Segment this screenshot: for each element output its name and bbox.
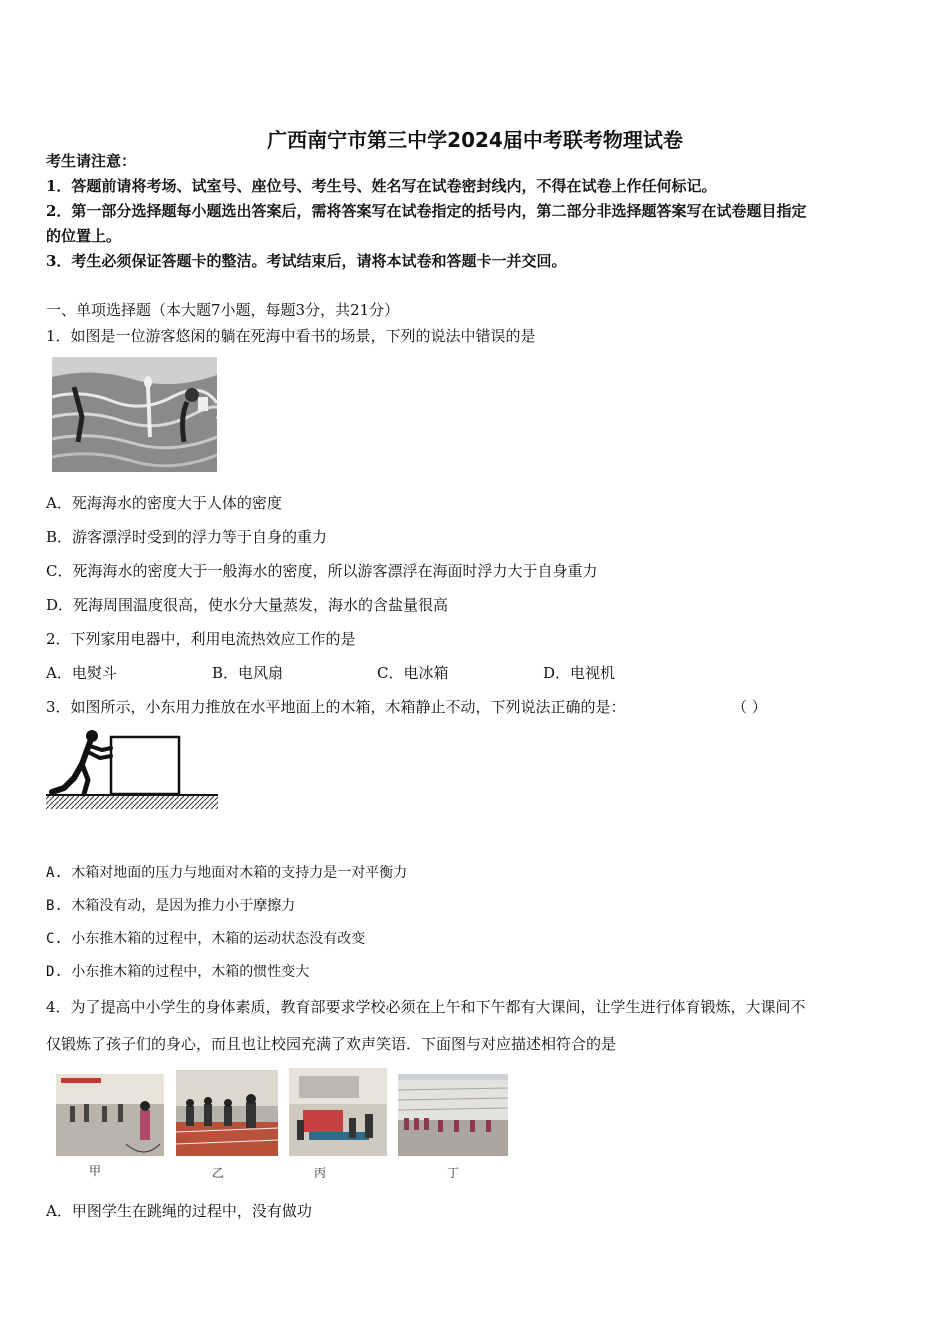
notice-item-3: 3．考生必须保证答题卡的整洁。考试结束后，请将本试卷和答题卡一并交回。 <box>46 252 567 270</box>
photo-yi-running <box>176 1070 278 1156</box>
notice-heading: 考生请注意： <box>46 152 137 170</box>
photo-jia-jump-rope <box>56 1074 164 1156</box>
q2-option-d: D．电视机 <box>543 664 616 682</box>
q1-stem: 1．如图是一位游客悠闲的躺在死海中看书的场景，下列的说法中错误的是 <box>46 327 536 345</box>
q2-option-a: A．电熨斗 <box>46 664 117 682</box>
section-heading: 一、单项选择题（本大题7小题，每题3分，共21分） <box>46 301 400 319</box>
caption-yi: 乙 <box>212 1166 225 1180</box>
notice-item-1: 1．答题前请将考场、试室号、座位号、考生号、姓名写在试卷密封线内，不得在试卷上作任何标记。 <box>46 177 717 195</box>
q3-option-a: A. 木箱对地面的压力与地面对木箱的支持力是一对平衡力 <box>46 865 408 881</box>
q1-option-b: B．游客漂浮时受到的浮力等于自身的重力 <box>46 528 328 546</box>
q1-option-d: D．死海周围温度很高，使水分大量蒸发，海水的含盐量很高 <box>46 596 449 614</box>
q3-option-b: B. 木箱没有动，是因为推力小于摩擦力 <box>46 898 296 914</box>
caption-jia: 甲 <box>89 1164 102 1178</box>
q4-stem-line-1: 4．为了提高中小学生的身体素质，教育部要求学校必须在上午和下午都有大课间，让学生进行体育锻炼，大课间不 <box>46 998 806 1016</box>
q3-option-d: D. 小东推木箱的过程中，木箱的惯性变大 <box>46 964 310 980</box>
q3-stem: 3．如图所示，小东用力推放在水平地面上的木箱，木箱静止不动，下列说法正确的是： <box>46 698 626 716</box>
q1-option-a: A．死海海水的密度大于人体的密度 <box>46 494 282 512</box>
caption-ding: 丁 <box>447 1166 460 1180</box>
dead-sea-photo <box>52 357 217 472</box>
q1-option-c: C．死海海水的密度大于一般海水的密度，所以游客漂浮在海面时浮力大于自身重力 <box>46 562 598 580</box>
q2-option-c: C．电冰箱 <box>377 664 449 682</box>
q2-option-b: B．电风扇 <box>212 664 284 682</box>
push-box-figure <box>44 726 220 814</box>
notice-item-2: 2．第一部分选择题每小题选出答案后，需将答案写在试卷指定的括号内，第二部分非选择题答案写在试卷题目指定 <box>46 202 807 220</box>
q2-stem: 2．下列家用电器中，利用电流热效应工作的是 <box>46 630 356 648</box>
q4-option-a: A．甲图学生在跳绳的过程中，没有做功 <box>46 1202 312 1220</box>
notice-item-2-cont: 的位置上。 <box>46 227 122 245</box>
q3-option-c: C. 小东推木箱的过程中，木箱的运动状态没有改变 <box>46 931 366 947</box>
page-title: 广西南宁市第三中学2024届中考联考物理试卷 <box>267 128 683 153</box>
q3-answer-blank: （ ） <box>732 698 767 716</box>
q4-stem-line-2: 仅锻炼了孩子们的身心，而且也让校园充满了欢声笑语．下面图与对应描述相符合的是 <box>46 1035 617 1053</box>
caption-bing: 丙 <box>314 1166 327 1180</box>
photo-ding-assembly <box>398 1074 508 1156</box>
photo-bing-table-tennis <box>289 1068 387 1156</box>
